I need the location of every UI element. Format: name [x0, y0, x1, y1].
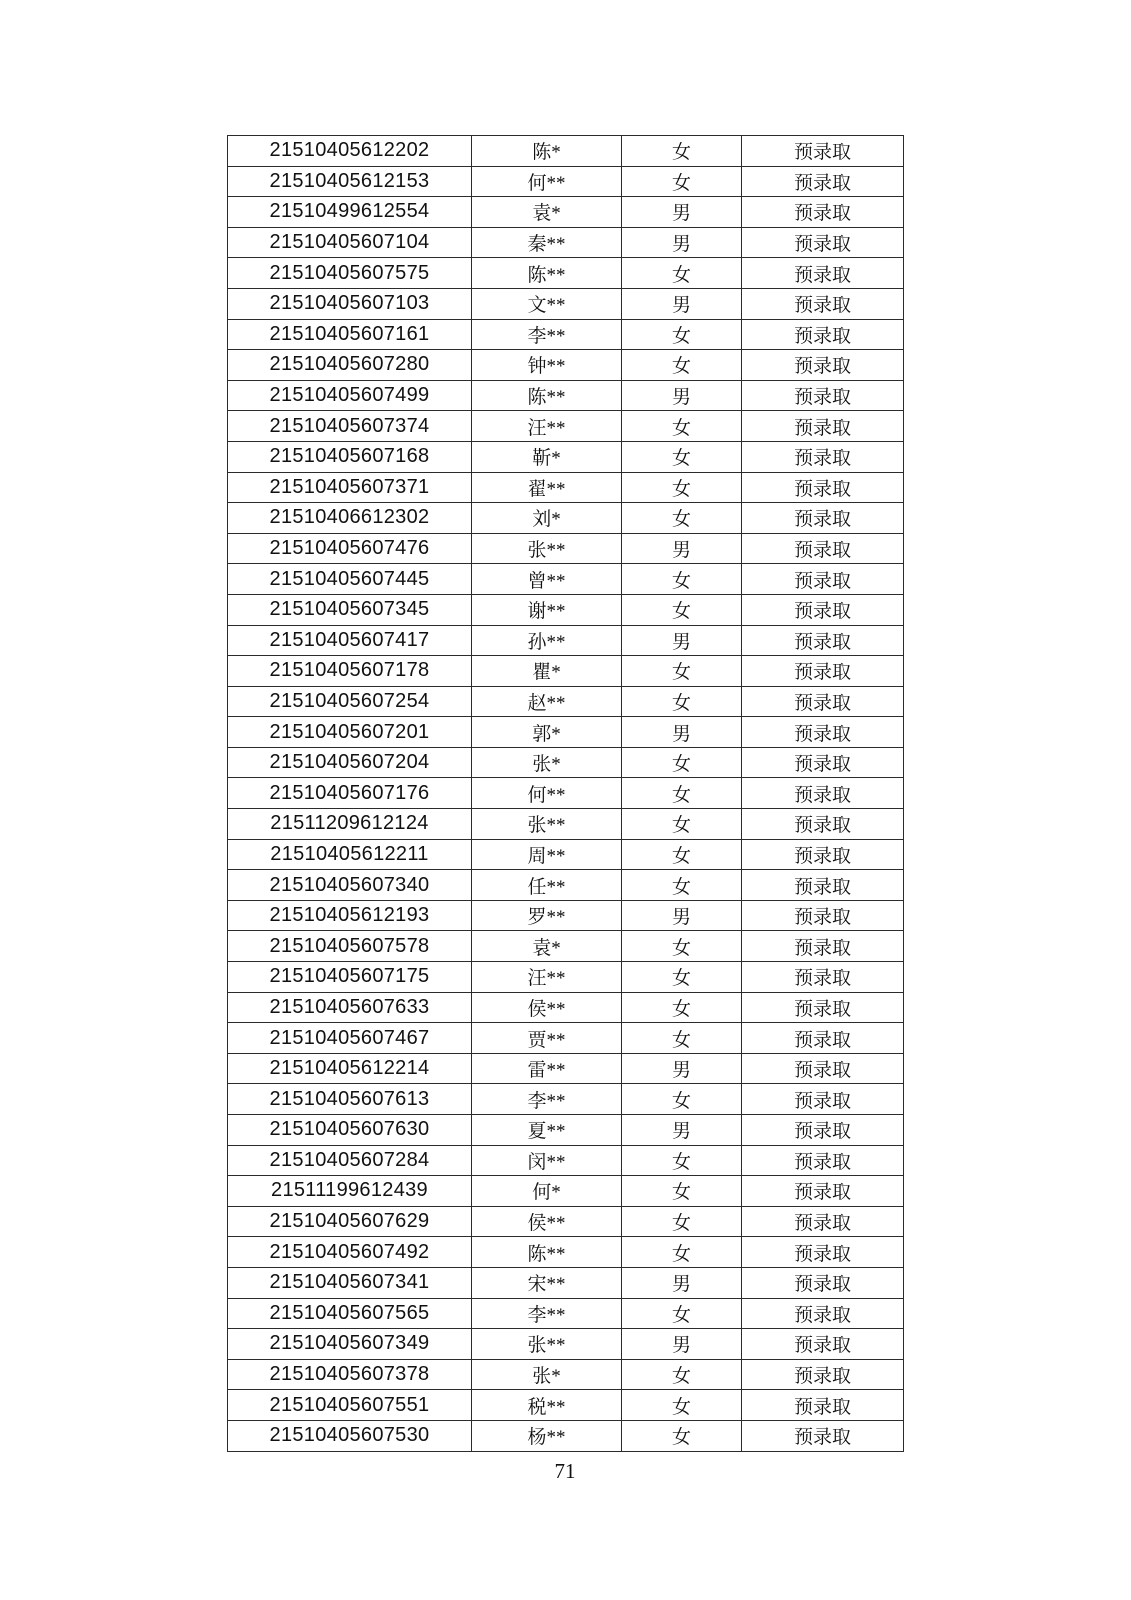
- candidate-id-cell: 21510405612202: [228, 136, 472, 167]
- gender-cell: 女: [622, 1084, 742, 1115]
- candidate-name-cell: 陈*: [472, 136, 622, 167]
- table-row: [228, 258, 904, 289]
- candidate-id-cell: 21510405607254: [228, 686, 472, 717]
- table-row: [228, 1206, 904, 1237]
- status-cell: 预录取: [742, 1359, 904, 1390]
- status-cell: 预录取: [742, 1115, 904, 1146]
- status-cell: 预录取: [742, 992, 904, 1023]
- gender-cell: 女: [622, 1176, 742, 1207]
- status-cell: 预录取: [742, 1298, 904, 1329]
- gender-cell: 女: [622, 747, 742, 778]
- table-row: [228, 319, 904, 350]
- table-row: [228, 839, 904, 870]
- table-row: [228, 533, 904, 564]
- page-number: 71: [554, 1459, 576, 1483]
- candidate-id-cell: 21510405607476: [228, 533, 472, 564]
- gender-cell: 女: [622, 1359, 742, 1390]
- candidate-id-cell: 21510405607633: [228, 992, 472, 1023]
- table-row: [228, 564, 904, 595]
- candidate-name-cell: 谢**: [472, 594, 622, 625]
- table-row: [228, 288, 904, 319]
- status-cell: 预录取: [742, 1206, 904, 1237]
- status-cell: 预录取: [742, 380, 904, 411]
- status-cell: 预录取: [742, 227, 904, 258]
- candidate-name-cell: 陈**: [472, 1237, 622, 1268]
- candidate-name-cell: 罗**: [472, 900, 622, 931]
- candidate-name-cell: 钟**: [472, 350, 622, 381]
- candidate-id-cell: 21510405607575: [228, 258, 472, 289]
- candidate-id-cell: 21510405607499: [228, 380, 472, 411]
- candidate-name-cell: 雷**: [472, 1053, 622, 1084]
- candidate-id-cell: 21510405607345: [228, 594, 472, 625]
- status-cell: 预录取: [742, 809, 904, 840]
- table-row: [228, 747, 904, 778]
- candidate-id-cell: 21510405607445: [228, 564, 472, 595]
- candidate-name-cell: 侯**: [472, 1206, 622, 1237]
- status-cell: 预录取: [742, 1023, 904, 1054]
- candidate-id-cell: 21510405607103: [228, 288, 472, 319]
- candidate-name-cell: 张**: [472, 809, 622, 840]
- candidate-name-cell: 闵**: [472, 1145, 622, 1176]
- candidate-id-cell: 21510405607374: [228, 411, 472, 442]
- candidate-name-cell: 瞿*: [472, 656, 622, 687]
- table-row: [228, 594, 904, 625]
- candidate-id-cell: 21510405607613: [228, 1084, 472, 1115]
- candidate-name-cell: 李**: [472, 319, 622, 350]
- candidate-id-cell: 21510405607280: [228, 350, 472, 381]
- status-cell: 预录取: [742, 258, 904, 289]
- gender-cell: 女: [622, 258, 742, 289]
- candidate-name-cell: 李**: [472, 1084, 622, 1115]
- table-row: [228, 809, 904, 840]
- candidate-name-cell: 郭*: [472, 717, 622, 748]
- gender-cell: 男: [622, 1329, 742, 1360]
- candidate-name-cell: 刘*: [472, 503, 622, 534]
- status-cell: 预录取: [742, 1084, 904, 1115]
- gender-cell: 女: [622, 931, 742, 962]
- gender-cell: 女: [622, 1390, 742, 1421]
- table-row: [228, 1145, 904, 1176]
- candidate-id-cell: 21510405607284: [228, 1145, 472, 1176]
- status-cell: 预录取: [742, 1237, 904, 1268]
- status-cell: 预录取: [742, 870, 904, 901]
- gender-cell: 男: [622, 625, 742, 656]
- status-cell: 预录取: [742, 717, 904, 748]
- candidate-id-cell: 21510405607378: [228, 1359, 472, 1390]
- table-row: [228, 1084, 904, 1115]
- table-row: [228, 992, 904, 1023]
- status-cell: 预录取: [742, 931, 904, 962]
- candidate-id-cell: 21510405607371: [228, 472, 472, 503]
- table-row: [228, 1115, 904, 1146]
- status-cell: 预录取: [742, 839, 904, 870]
- candidate-name-cell: 汪**: [472, 962, 622, 993]
- gender-cell: 女: [622, 503, 742, 534]
- candidate-id-cell: 21510405607551: [228, 1390, 472, 1421]
- status-cell: 预录取: [742, 350, 904, 381]
- candidate-name-cell: 周**: [472, 839, 622, 870]
- status-cell: 预录取: [742, 778, 904, 809]
- candidate-id-cell: 21510405607578: [228, 931, 472, 962]
- table-row: [228, 962, 904, 993]
- table-row: [228, 656, 904, 687]
- table-row: [228, 625, 904, 656]
- candidate-name-cell: 李**: [472, 1298, 622, 1329]
- gender-cell: 男: [622, 1115, 742, 1146]
- candidate-id-cell: 21510405607530: [228, 1420, 472, 1451]
- status-cell: 预录取: [742, 319, 904, 350]
- status-cell: 预录取: [742, 1176, 904, 1207]
- table-row: [228, 686, 904, 717]
- gender-cell: 男: [622, 717, 742, 748]
- candidate-name-cell: 何**: [472, 166, 622, 197]
- candidate-name-cell: 侯**: [472, 992, 622, 1023]
- gender-cell: 女: [622, 1145, 742, 1176]
- candidate-name-cell: 贾**: [472, 1023, 622, 1054]
- table-row: [228, 350, 904, 381]
- table-row: [228, 411, 904, 442]
- candidate-name-cell: 袁*: [472, 931, 622, 962]
- status-cell: 预录取: [742, 625, 904, 656]
- gender-cell: 女: [622, 319, 742, 350]
- gender-cell: 女: [622, 839, 742, 870]
- candidate-name-cell: 秦**: [472, 227, 622, 258]
- status-cell: 预录取: [742, 472, 904, 503]
- gender-cell: 女: [622, 1237, 742, 1268]
- table-row: [228, 1053, 904, 1084]
- candidate-id-cell: 21510405607341: [228, 1267, 472, 1298]
- status-cell: 预录取: [742, 1053, 904, 1084]
- status-cell: 预录取: [742, 656, 904, 687]
- table-row: [228, 1298, 904, 1329]
- gender-cell: 女: [622, 472, 742, 503]
- status-cell: 预录取: [742, 962, 904, 993]
- gender-cell: 女: [622, 1023, 742, 1054]
- table-row: [228, 166, 904, 197]
- table-row: [228, 380, 904, 411]
- candidate-id-cell: 21510405607629: [228, 1206, 472, 1237]
- candidate-name-cell: 汪**: [472, 411, 622, 442]
- candidate-name-cell: 宋**: [472, 1267, 622, 1298]
- table-body: [228, 136, 904, 1452]
- table-row: [228, 197, 904, 228]
- candidate-name-cell: 夏**: [472, 1115, 622, 1146]
- gender-cell: 女: [622, 962, 742, 993]
- candidate-id-cell: 21510405607565: [228, 1298, 472, 1329]
- candidate-id-cell: 21510405607204: [228, 747, 472, 778]
- table-row: [228, 717, 904, 748]
- table-row: [228, 870, 904, 901]
- status-cell: 预录取: [742, 197, 904, 228]
- candidate-name-cell: 赵**: [472, 686, 622, 717]
- candidate-name-cell: 翟**: [472, 472, 622, 503]
- candidate-id-cell: 21510405612193: [228, 900, 472, 931]
- gender-cell: 女: [622, 656, 742, 687]
- candidate-id-cell: 21510405607349: [228, 1329, 472, 1360]
- gender-cell: 女: [622, 441, 742, 472]
- candidate-id-cell: 21510405607467: [228, 1023, 472, 1054]
- gender-cell: 女: [622, 564, 742, 595]
- status-cell: 预录取: [742, 686, 904, 717]
- candidate-name-cell: 何*: [472, 1176, 622, 1207]
- gender-cell: 女: [622, 411, 742, 442]
- status-cell: 预录取: [742, 533, 904, 564]
- table-row: [228, 503, 904, 534]
- gender-cell: 男: [622, 288, 742, 319]
- candidate-id-cell: 21510405612214: [228, 1053, 472, 1084]
- candidate-id-cell: 21510405607201: [228, 717, 472, 748]
- gender-cell: 男: [622, 227, 742, 258]
- candidate-id-cell: 21510405607168: [228, 441, 472, 472]
- candidate-id-cell: 21510405612211: [228, 839, 472, 870]
- admission-roster-table: [227, 135, 904, 1452]
- candidate-id-cell: 21510405607104: [228, 227, 472, 258]
- table-row: [228, 1176, 904, 1207]
- table-row: [228, 1390, 904, 1421]
- table-row: [228, 472, 904, 503]
- candidate-name-cell: 杨**: [472, 1420, 622, 1451]
- status-cell: 预录取: [742, 1267, 904, 1298]
- candidate-id-cell: 21510499612554: [228, 197, 472, 228]
- status-cell: 预录取: [742, 900, 904, 931]
- gender-cell: 女: [622, 778, 742, 809]
- gender-cell: 女: [622, 594, 742, 625]
- table-row: [228, 441, 904, 472]
- table-row: [228, 1237, 904, 1268]
- table-row: [228, 931, 904, 962]
- gender-cell: 女: [622, 1206, 742, 1237]
- candidate-name-cell: 孙**: [472, 625, 622, 656]
- gender-cell: 男: [622, 1053, 742, 1084]
- gender-cell: 男: [622, 533, 742, 564]
- gender-cell: 女: [622, 992, 742, 1023]
- candidate-name-cell: 张*: [472, 747, 622, 778]
- candidate-name-cell: 陈**: [472, 380, 622, 411]
- table-row: [228, 136, 904, 167]
- candidate-id-cell: 21510405607161: [228, 319, 472, 350]
- status-cell: 预录取: [742, 1390, 904, 1421]
- status-cell: 预录取: [742, 1420, 904, 1451]
- status-cell: 预录取: [742, 1329, 904, 1360]
- table-row: [228, 1023, 904, 1054]
- table-row: [228, 1359, 904, 1390]
- candidate-name-cell: 袁*: [472, 197, 622, 228]
- candidate-name-cell: 陈**: [472, 258, 622, 289]
- candidate-id-cell: 21510406612302: [228, 503, 472, 534]
- gender-cell: 女: [622, 350, 742, 381]
- candidate-name-cell: 张**: [472, 1329, 622, 1360]
- gender-cell: 男: [622, 900, 742, 931]
- candidate-name-cell: 任**: [472, 870, 622, 901]
- gender-cell: 女: [622, 686, 742, 717]
- gender-cell: 女: [622, 166, 742, 197]
- candidate-name-cell: 何**: [472, 778, 622, 809]
- status-cell: 预录取: [742, 1145, 904, 1176]
- candidate-id-cell: 21511199612439: [228, 1176, 472, 1207]
- status-cell: 预录取: [742, 288, 904, 319]
- candidate-id-cell: 21511209612124: [228, 809, 472, 840]
- status-cell: 预录取: [742, 564, 904, 595]
- gender-cell: 女: [622, 136, 742, 167]
- candidate-id-cell: 21510405607417: [228, 625, 472, 656]
- status-cell: 预录取: [742, 747, 904, 778]
- table-row: [228, 778, 904, 809]
- gender-cell: 女: [622, 1420, 742, 1451]
- candidate-name-cell: 税**: [472, 1390, 622, 1421]
- candidate-id-cell: 21510405612153: [228, 166, 472, 197]
- table-row: [228, 1329, 904, 1360]
- table-row: [228, 227, 904, 258]
- candidate-id-cell: 21510405607630: [228, 1115, 472, 1146]
- candidate-name-cell: 靳*: [472, 441, 622, 472]
- status-cell: 预录取: [742, 503, 904, 534]
- candidate-id-cell: 21510405607492: [228, 1237, 472, 1268]
- candidate-id-cell: 21510405607340: [228, 870, 472, 901]
- status-cell: 预录取: [742, 594, 904, 625]
- candidate-name-cell: 张*: [472, 1359, 622, 1390]
- candidate-id-cell: 21510405607175: [228, 962, 472, 993]
- gender-cell: 男: [622, 1267, 742, 1298]
- status-cell: 预录取: [742, 136, 904, 167]
- gender-cell: 女: [622, 809, 742, 840]
- candidate-id-cell: 21510405607178: [228, 656, 472, 687]
- candidate-name-cell: 张**: [472, 533, 622, 564]
- status-cell: 预录取: [742, 411, 904, 442]
- gender-cell: 女: [622, 1298, 742, 1329]
- candidate-name-cell: 文**: [472, 288, 622, 319]
- gender-cell: 女: [622, 870, 742, 901]
- candidate-name-cell: 曾**: [472, 564, 622, 595]
- status-cell: 预录取: [742, 166, 904, 197]
- status-cell: 预录取: [742, 441, 904, 472]
- table-row: [228, 1420, 904, 1451]
- table-row: [228, 900, 904, 931]
- gender-cell: 男: [622, 380, 742, 411]
- table-row: [228, 1267, 904, 1298]
- gender-cell: 男: [622, 197, 742, 228]
- candidate-id-cell: 21510405607176: [228, 778, 472, 809]
